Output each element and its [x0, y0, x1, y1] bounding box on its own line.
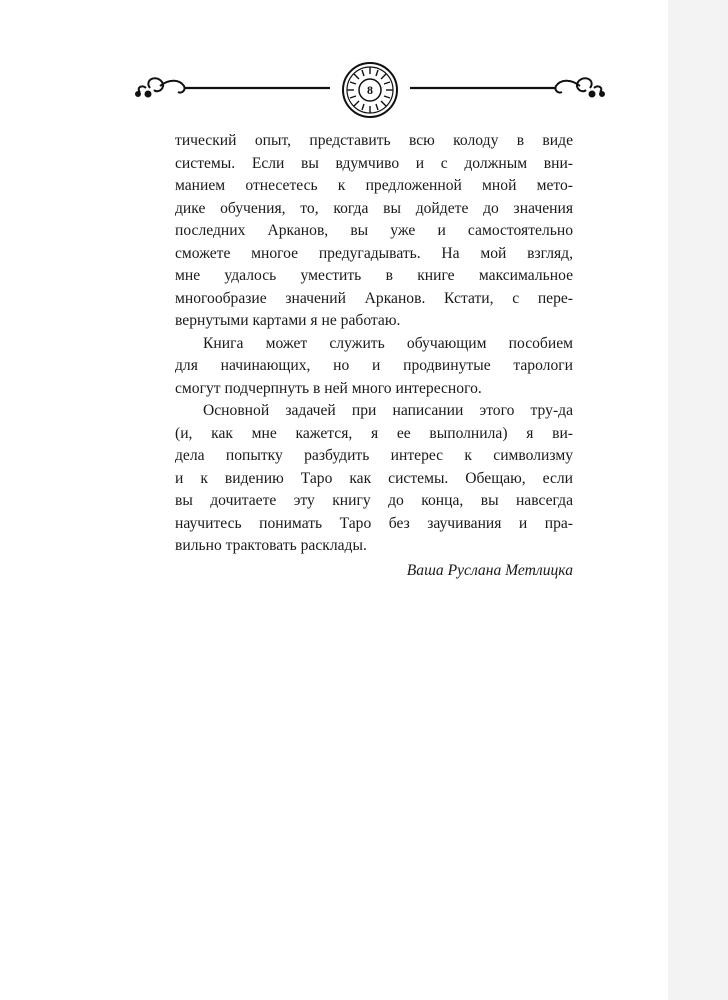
- text-line: вернутыми картами я не работаю.: [175, 312, 401, 329]
- paragraph-2: [175, 333, 573, 401]
- body-text: [175, 130, 573, 582]
- text-line: манием отнесетесь к предложенной мной мето-: [175, 177, 573, 194]
- paragraph-3: [175, 400, 573, 558]
- text-line: системы. Если вы вдумчиво и с должным вни-: [175, 154, 573, 172]
- page-number: 8: [367, 82, 373, 97]
- text-line: дела попытку разбудить интерес к символизму: [175, 447, 573, 464]
- page-gutter: [668, 0, 728, 1000]
- text-line: вы дочитаете эту книгу до конца, вы навсегда: [175, 492, 573, 509]
- text-line: последних Арканов, вы уже и самостоятельно: [175, 222, 573, 239]
- header-page-number-holder: [130, 58, 610, 122]
- text-line: дике обучения, то, когда вы дойдете до значения: [175, 199, 573, 217]
- text-line: сможете многое предугадывать. На мой взгляд,: [175, 244, 573, 262]
- author-signature: Ваша Руслана Метлицка: [406, 561, 573, 579]
- text-line: смогут подчерпнуть в ней много интересного.: [175, 379, 482, 397]
- paragraph-1: [175, 130, 573, 333]
- text-line: мне удалось уместить в книге максимальное: [175, 267, 573, 284]
- text-line: для начинающих, но и продвинутые тарологи: [175, 357, 573, 374]
- text-line: и к видению Таро как системы. Обещаю, если: [175, 469, 573, 487]
- text-line: тический опыт, представить всю колоду в виде: [175, 132, 573, 149]
- text-line: Книга может служить обучающим пособием: [203, 334, 573, 352]
- text-line: многообразие значений Арканов. Кстати, с пере-: [175, 289, 573, 307]
- text-line: Основной задачей при написании этого тру-да: [203, 402, 573, 419]
- text-line: (и, как мне кажется, я ее выполнила) я ви-: [175, 424, 573, 442]
- text-line: научитесь понимать Таро без заучивания и пра-: [175, 514, 573, 532]
- text-line: вильно трактовать расклады.: [175, 537, 367, 554]
